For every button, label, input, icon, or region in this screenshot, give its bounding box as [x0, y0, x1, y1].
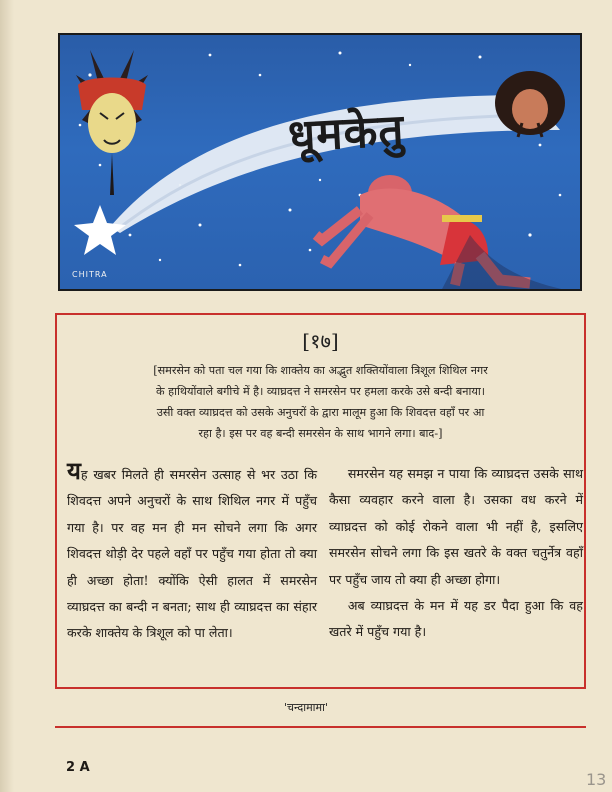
comet-star: [74, 205, 126, 255]
crouching-man: [316, 175, 580, 291]
artist-signature: CHITRA: [72, 270, 108, 279]
story-columns: [67, 456, 583, 686]
right-paragraph-1: समरसेन यह समझ न पाया कि व्याघ्रदत्त उसके साथ कैसा व्यवहार करने वाला है। उसका वध करने में व्याघ्रदत्त को कोई रोकने वाला भी नहीं है, इसलिए समरसेन सोचने लगा कि इस खतरे के वक्त चतुर्नेत्र वहाँ पर पहुँच जाय तो क्या ही अच्छा होगा।: [329, 466, 583, 587]
chapter-summary: [79, 360, 562, 444]
right-paragraph-2: अब व्याघ्रदत्त के मन में यह डर पैदा हुआ कि वह खतरे में पहुँच गया है।: [329, 598, 583, 640]
title-illustration: [58, 33, 582, 291]
comic-title: धूमकेतु: [286, 104, 406, 163]
story-text-box: [55, 313, 586, 689]
footer-divider: [55, 726, 586, 728]
summary-line: [समरसेन को पता चल गया कि शाक्तेय का अद्भुत शक्तियोंवाला त्रिशूल शिथिल नगर: [153, 364, 488, 377]
illustration-art: [60, 35, 582, 291]
handwritten-mark: 13: [586, 770, 607, 789]
drop-cap: य: [67, 456, 81, 485]
summary-line: उसी वक्त व्याघ्रदत्त को उसके अनुचरों के द्वारा मालूम हुआ कि शिवदत्त वहाँ पर आ: [156, 406, 485, 419]
right-column: [329, 461, 583, 646]
magazine-name: 'चन्दामामा': [284, 701, 328, 714]
demon-face: [76, 50, 148, 195]
summary-line: के हाथियोंवाले बगीचे में है। व्याघ्रदत्त ने समरसेन पर हमला करके उसे बन्दी बनाया।: [156, 385, 485, 398]
page-edge: [0, 0, 14, 792]
summary-line: रहा है। इस पर वह बन्दी समरसेन के साथ भागने लगा। बाद-]: [198, 427, 443, 440]
chapter-number: [१७]: [302, 329, 339, 353]
left-column-text: ह खबर मिलते ही समरसेन उत्साह से भर उठा कि शिवदत्त अपने अनुचरों के साथ शिथिल नगर में पहुँच गया है। पर वह मन ही मन सोचने लगा कि अगर शिवदत्त थोड़ी देर पहले वहाँ पर पहुँच गया होता तो क्या ही अच्छा होता! क्योंकि ऐसी हालत में समरसेन व्याघ्रदत्त का बन्दी न बनता; साथ ही व्याघ्रदत्त का संहार करके शाक्तेय के त्रिशूल को पा लेता।: [67, 467, 317, 641]
page-number: 2 A: [66, 760, 90, 775]
left-column: [67, 456, 317, 647]
